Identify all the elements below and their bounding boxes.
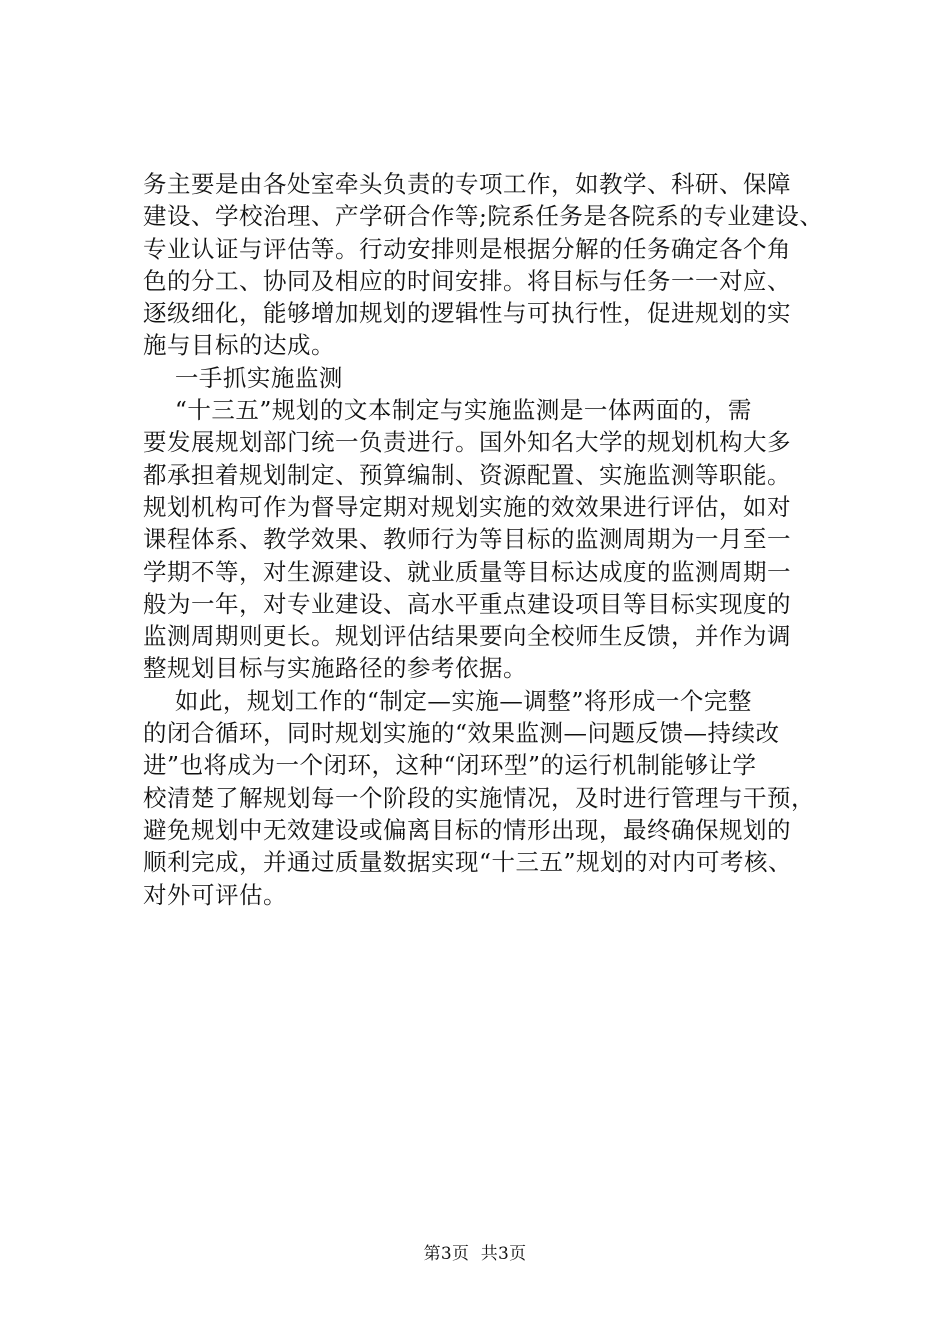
- text-line: 避免规划中无效建设或偏离目标的情形出现，最终确保规划的: [143, 815, 791, 844]
- text-line: 都承担着规划制定、预算编制、资源配置、实施监测等职能。: [143, 460, 791, 489]
- body-text: [143, 168, 843, 911]
- text-line: 施与目标的达成。: [143, 331, 335, 360]
- text-line: 规划机构可作为督导定期对规划实施的效效果进行评估，如对: [143, 492, 791, 521]
- section-heading: 一手抓实施监测: [143, 363, 343, 392]
- text-line: 专业认证与评估等。行动安排则是根据分解的任务确定各个角: [143, 234, 791, 263]
- page-number-footer: 第3页 共3页: [423, 1244, 527, 1264]
- text-line: 逐级细化，能够增加规划的逻辑性与可执行性，促进规划的实: [143, 299, 791, 328]
- text-line: 要发展规划部门统一负责进行。国外知名大学的规划机构大多: [143, 428, 791, 457]
- text-line: 课程体系、教学效果、教师行为等目标的监测周期为一月至一: [143, 525, 791, 554]
- text-line: 如此，规划工作的“制定—实施—调整”将形成一个完整: [143, 686, 752, 715]
- text-line: “十三五”规划的文本制定与实施监测是一体两面的，需: [143, 396, 752, 425]
- text-line: 色的分工、协同及相应的时间安排。将目标与任务一一对应、: [143, 266, 791, 295]
- text-line: 校清楚了解规划每一个阶段的实施情况，及时进行管理与干预，: [143, 783, 815, 812]
- text-line: 般为一年，对专业建设、高水平重点建设项目等目标实现度的: [143, 589, 791, 618]
- text-line: 进”也将成为一个闭环，这种“闭环型”的运行机制能够让学: [143, 751, 757, 780]
- text-line: 学期不等，对生源建设、就业质量等目标达成度的监测周期一: [143, 557, 791, 586]
- text-line: 对外可评估。: [143, 880, 287, 909]
- text-line: 建设、学校治理、产学研合作等;院系任务是各院系的专业建设、: [143, 202, 824, 231]
- text-line: 整规划目标与实施路径的参考依据。: [143, 654, 527, 683]
- text-line: 务主要是由各处室牵头负责的专项工作，如教学、科研、保障: [143, 170, 791, 198]
- text-line: 的闭合循环，同时规划实施的“效果监测—问题反馈—持续改: [143, 719, 780, 748]
- text-line: 顺利完成，并通过质量数据实现“十三五”规划的对内可考核、: [143, 848, 793, 877]
- text-line: 监测周期则更长。规划评估结果要向全校师生反馈，并作为调: [143, 622, 791, 651]
